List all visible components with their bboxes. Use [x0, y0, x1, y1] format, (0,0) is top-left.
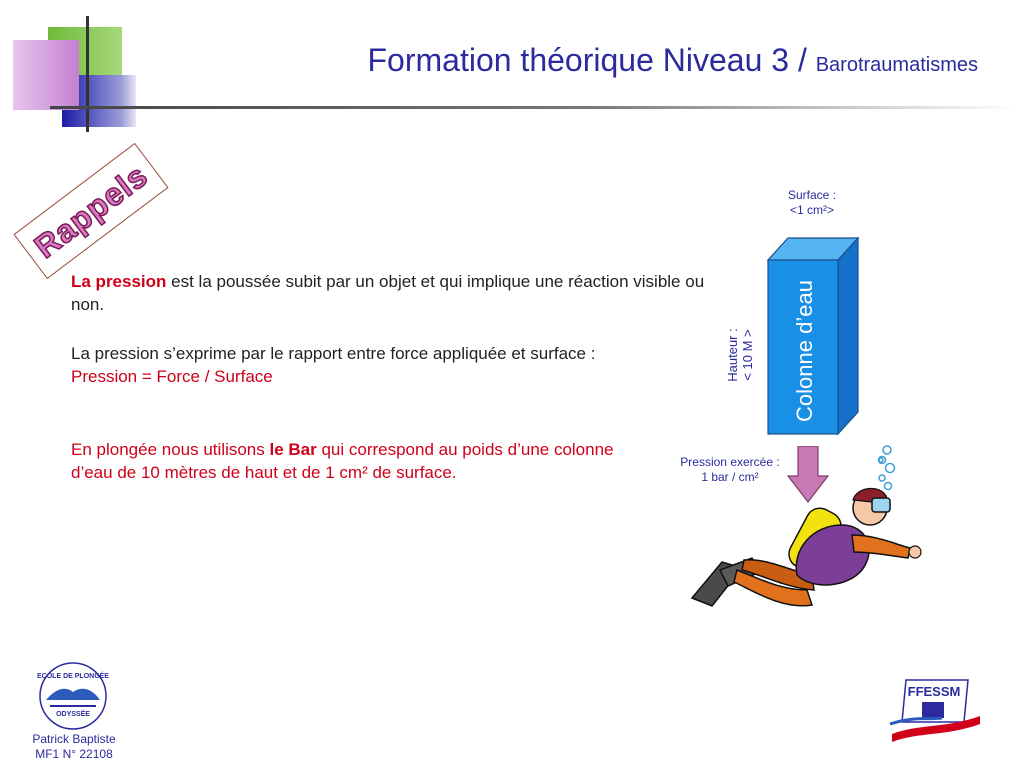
- author-block: [18, 732, 130, 762]
- height-line2: < 10 M >: [740, 329, 755, 381]
- ffessm-logo: [888, 672, 984, 748]
- paragraph-definition: [71, 270, 711, 316]
- column-label: [790, 246, 820, 456]
- bar-text-1: En plongée nous utilisons: [71, 440, 270, 459]
- column-label-text: Colonne d’eau: [792, 280, 817, 422]
- surface-line2: <1 cm²>: [789, 203, 834, 217]
- paragraph-bar: [71, 438, 651, 484]
- pressure-line2: 1 bar / cm²: [701, 470, 759, 484]
- diver-illustration: [682, 440, 932, 620]
- author-id: MF1 N° 22108: [35, 747, 113, 761]
- formula-intro: La pression s’exprime par le rapport entre force appliquée et surface :: [71, 344, 596, 363]
- term-pression: La pression: [71, 272, 167, 291]
- svg-text:ODYSSÉE: ODYSSÉE: [56, 711, 90, 718]
- svg-text:FFESSM: FFESSM: [907, 684, 961, 699]
- definition-text: est la poussée subit par un objet et qui implique une réaction visible ou non.: [71, 272, 705, 314]
- bar-text-2: qui correspond au poids d’une colonne d’eau de 10 mètres de haut et de 1 cm² de surface.: [71, 440, 614, 482]
- svg-text:ECOLE DE PLONGÉE: ECOLE DE PLONGÉE: [37, 673, 109, 680]
- bar-term: le Bar: [269, 440, 317, 459]
- rappels-label: Rappels: [27, 156, 155, 265]
- school-logo: [36, 660, 110, 732]
- formula: Pression = Force / Surface: [71, 367, 273, 386]
- pressure-line1: Pression exercée :: [680, 455, 780, 469]
- height-line1: Hauteur :: [725, 328, 740, 382]
- surface-line1: Surface :: [787, 188, 837, 202]
- author-name: Patrick Baptiste: [32, 732, 116, 746]
- title-main: Formation théorique Niveau 3 /: [367, 42, 816, 78]
- title-sub: Barotraumatismes: [815, 54, 978, 76]
- paragraph-formula: [71, 342, 711, 388]
- surface-label: [760, 188, 864, 218]
- header-rule: [50, 106, 1020, 109]
- height-label: [725, 303, 755, 407]
- page-title: [0, 40, 978, 85]
